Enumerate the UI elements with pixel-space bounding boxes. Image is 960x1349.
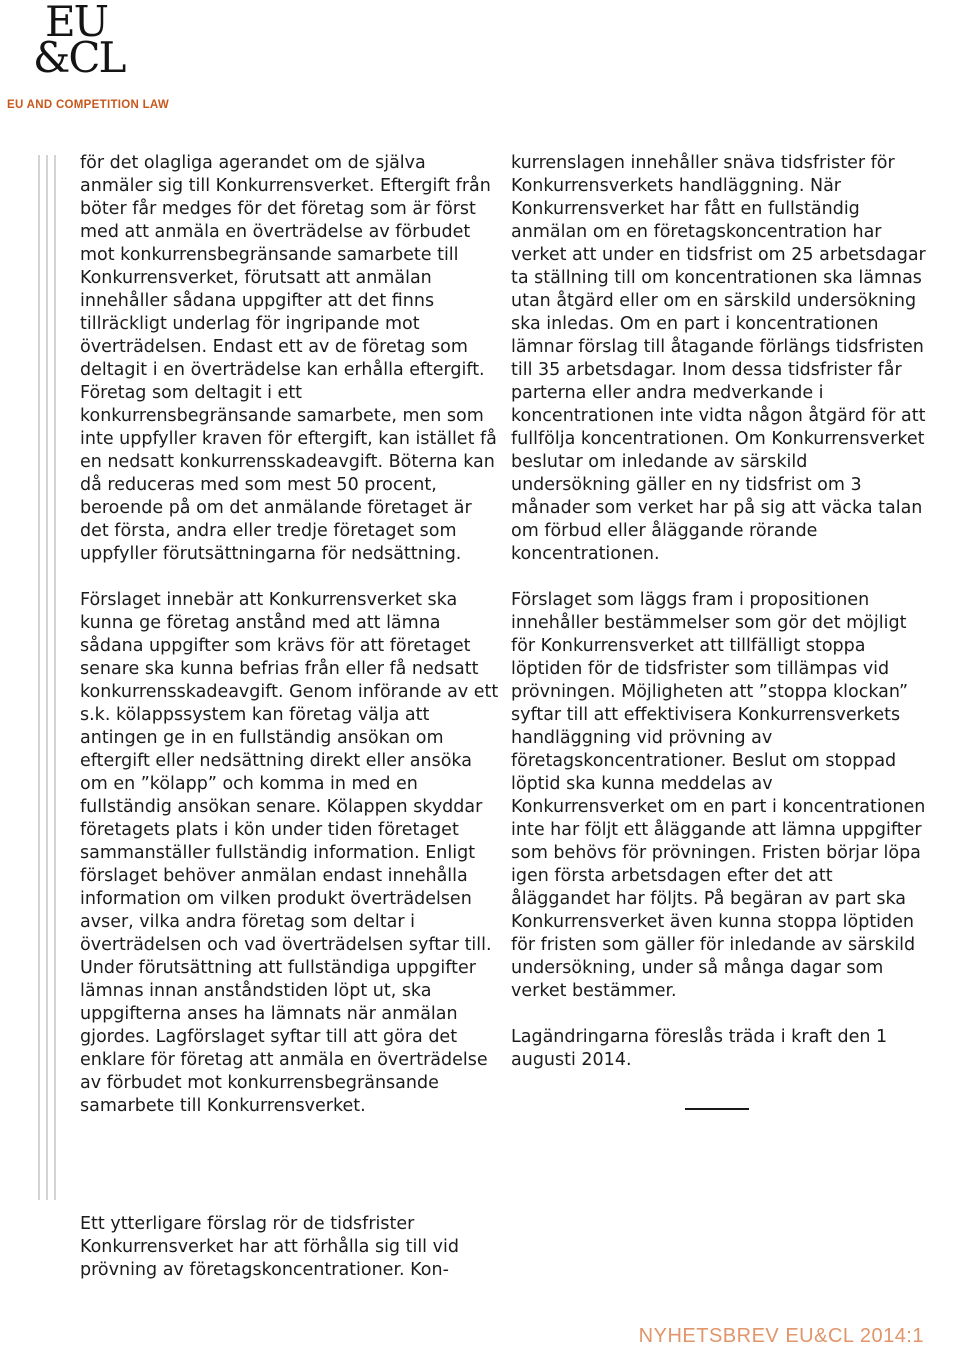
left-column: [80, 152, 500, 1118]
bottom-left-paragraph: [80, 1213, 500, 1282]
end-divider: [685, 1108, 749, 1110]
footer-label: NYHETSBREV EU&CL 2014:1: [638, 1325, 924, 1347]
paragraph: Förslaget som läggs fram i propositionen innehåller bestämmelser som gör det möjligt för Konkurrensverket att tillfälligt stoppa löptiden för de tidsfrister som tillämpas vid prövningen. Möjligheten att ”stoppa klockan” syftar till att effektivisera Konkurrensverkets handläggning vid prövning av företagskoncentrationer. Beslut om stoppad löptid ska kunna meddelas av Konkurrensverket om en part i koncentrationen inte har följt ett åläggande att lämna uppgifter som behövs för prövningen. Fristen börjar löpa igen första arbetsdagen efter det att åläggandet har följts. På begäran av part ska Konkurrensverket även kunna stoppa löptiden för fristen som gäller för inledande av särskild undersökning, under så många dagar som verket bestämmer.: [511, 590, 926, 1001]
margin-rules: [38, 155, 58, 1200]
paragraph: Ett ytterligare förslag rör de tidsfrister Konkurrensverket har att förhålla sig till vid prövning av företagskoncentrationer. Kon-: [80, 1214, 459, 1280]
paragraph: Lagändringarna föreslås träda i kraft den 1 augusti 2014.: [511, 1027, 888, 1070]
logo: [33, 2, 153, 80]
logo-line-2: &CL: [33, 33, 125, 82]
right-column: [511, 152, 931, 1072]
paragraph: för det olagliga agerandet om de själva anmäler sig till Konkurrensverket. Eftergift från böter får medges för det företag som är först med att anmäla en överträdelse av förbudet mot konkurrensbegränsande samarbete till Konkurrensverket, förutsatt att anmälan innehåller sådana uppgifter att det finns tillräckligt underlag för ingripande mot överträdelsen. Endast ett av de företag som deltagit i en överträdelse kan erhålla eftergift. Företag som deltagit i ett konkurrensbegränsande samarbete, men som inte uppfyller kraven för eftergift, kan istället få en nedsatt konkurrensskadeavgift. Böterna kan då reduceras med som mest 50 procent, beroende på om det anmälande företaget är det första, andra eller tredje företaget som uppfyller förutsättningarna för nedsättning.: [80, 153, 497, 564]
paragraph: kurrenslagen innehåller snäva tidsfrister för Konkurrensverkets handläggning. När Konkurrensverket har fått en fullständig anmälan om en företagskoncentration har verket att under en tidsfrist om 25 arbetsdagar ta ställning till om koncentrationen ska lämnas utan åtgärd eller om en särskild undersökning ska inledas. Om en part i koncentrationen lämnar förslag till åtagande förlängs tidsfristen till 35 arbetsdagar. Inom dessa tidsfrister får parterna eller andra medverkande i koncentrationen inte vidta någon åtgärd för att fullfölja koncentrationen. Om Konkurrensverket beslutar om inledande av särskild undersökning gäller en ny tidsfrist om 3 månader som verket har på sig att väcka talan om förbud eller åläggande rörande koncentrationen.: [511, 153, 926, 564]
paragraph: Förslaget innebär att Konkurrensverket ska kunna ge företag anstånd med att lämna sådana uppgifter som krävs för att företaget senare ska kunna befrias från eller få nedsatt konkurrensskadeavgift. Genom införande av ett s.k. kölappssystem kan företag välja att antingen ge in en fullständig ansökan om eftergift eller nedsättning direkt eller ansöka om en ”kölapp” och komma in med en fullständig ansökan senare. Kölappen skyddar företagets plats i kön under tiden företaget sammanställer fullständig information. Enligt förslaget behöver anmälan endast innehålla information om vilken produkt överträdelsen avser, vilka andra företag som deltar i överträdelsen och vad överträdelsen syftar till. Under förutsättning att fullständiga uppgifter lämnas innan anståndstiden löpt ut, ska uppgifterna anses ha lämnats när anmälan gjordes. Lagförslaget syftar till att göra det enklare för företag att anmäla en överträdelse av förbudet mot konkurrensbegränsande samarbete till Konkurrensverket.: [80, 590, 499, 1116]
tagline: EU AND COMPETITION LAW: [7, 99, 170, 111]
logo-line-1: EU: [45, 0, 108, 46]
